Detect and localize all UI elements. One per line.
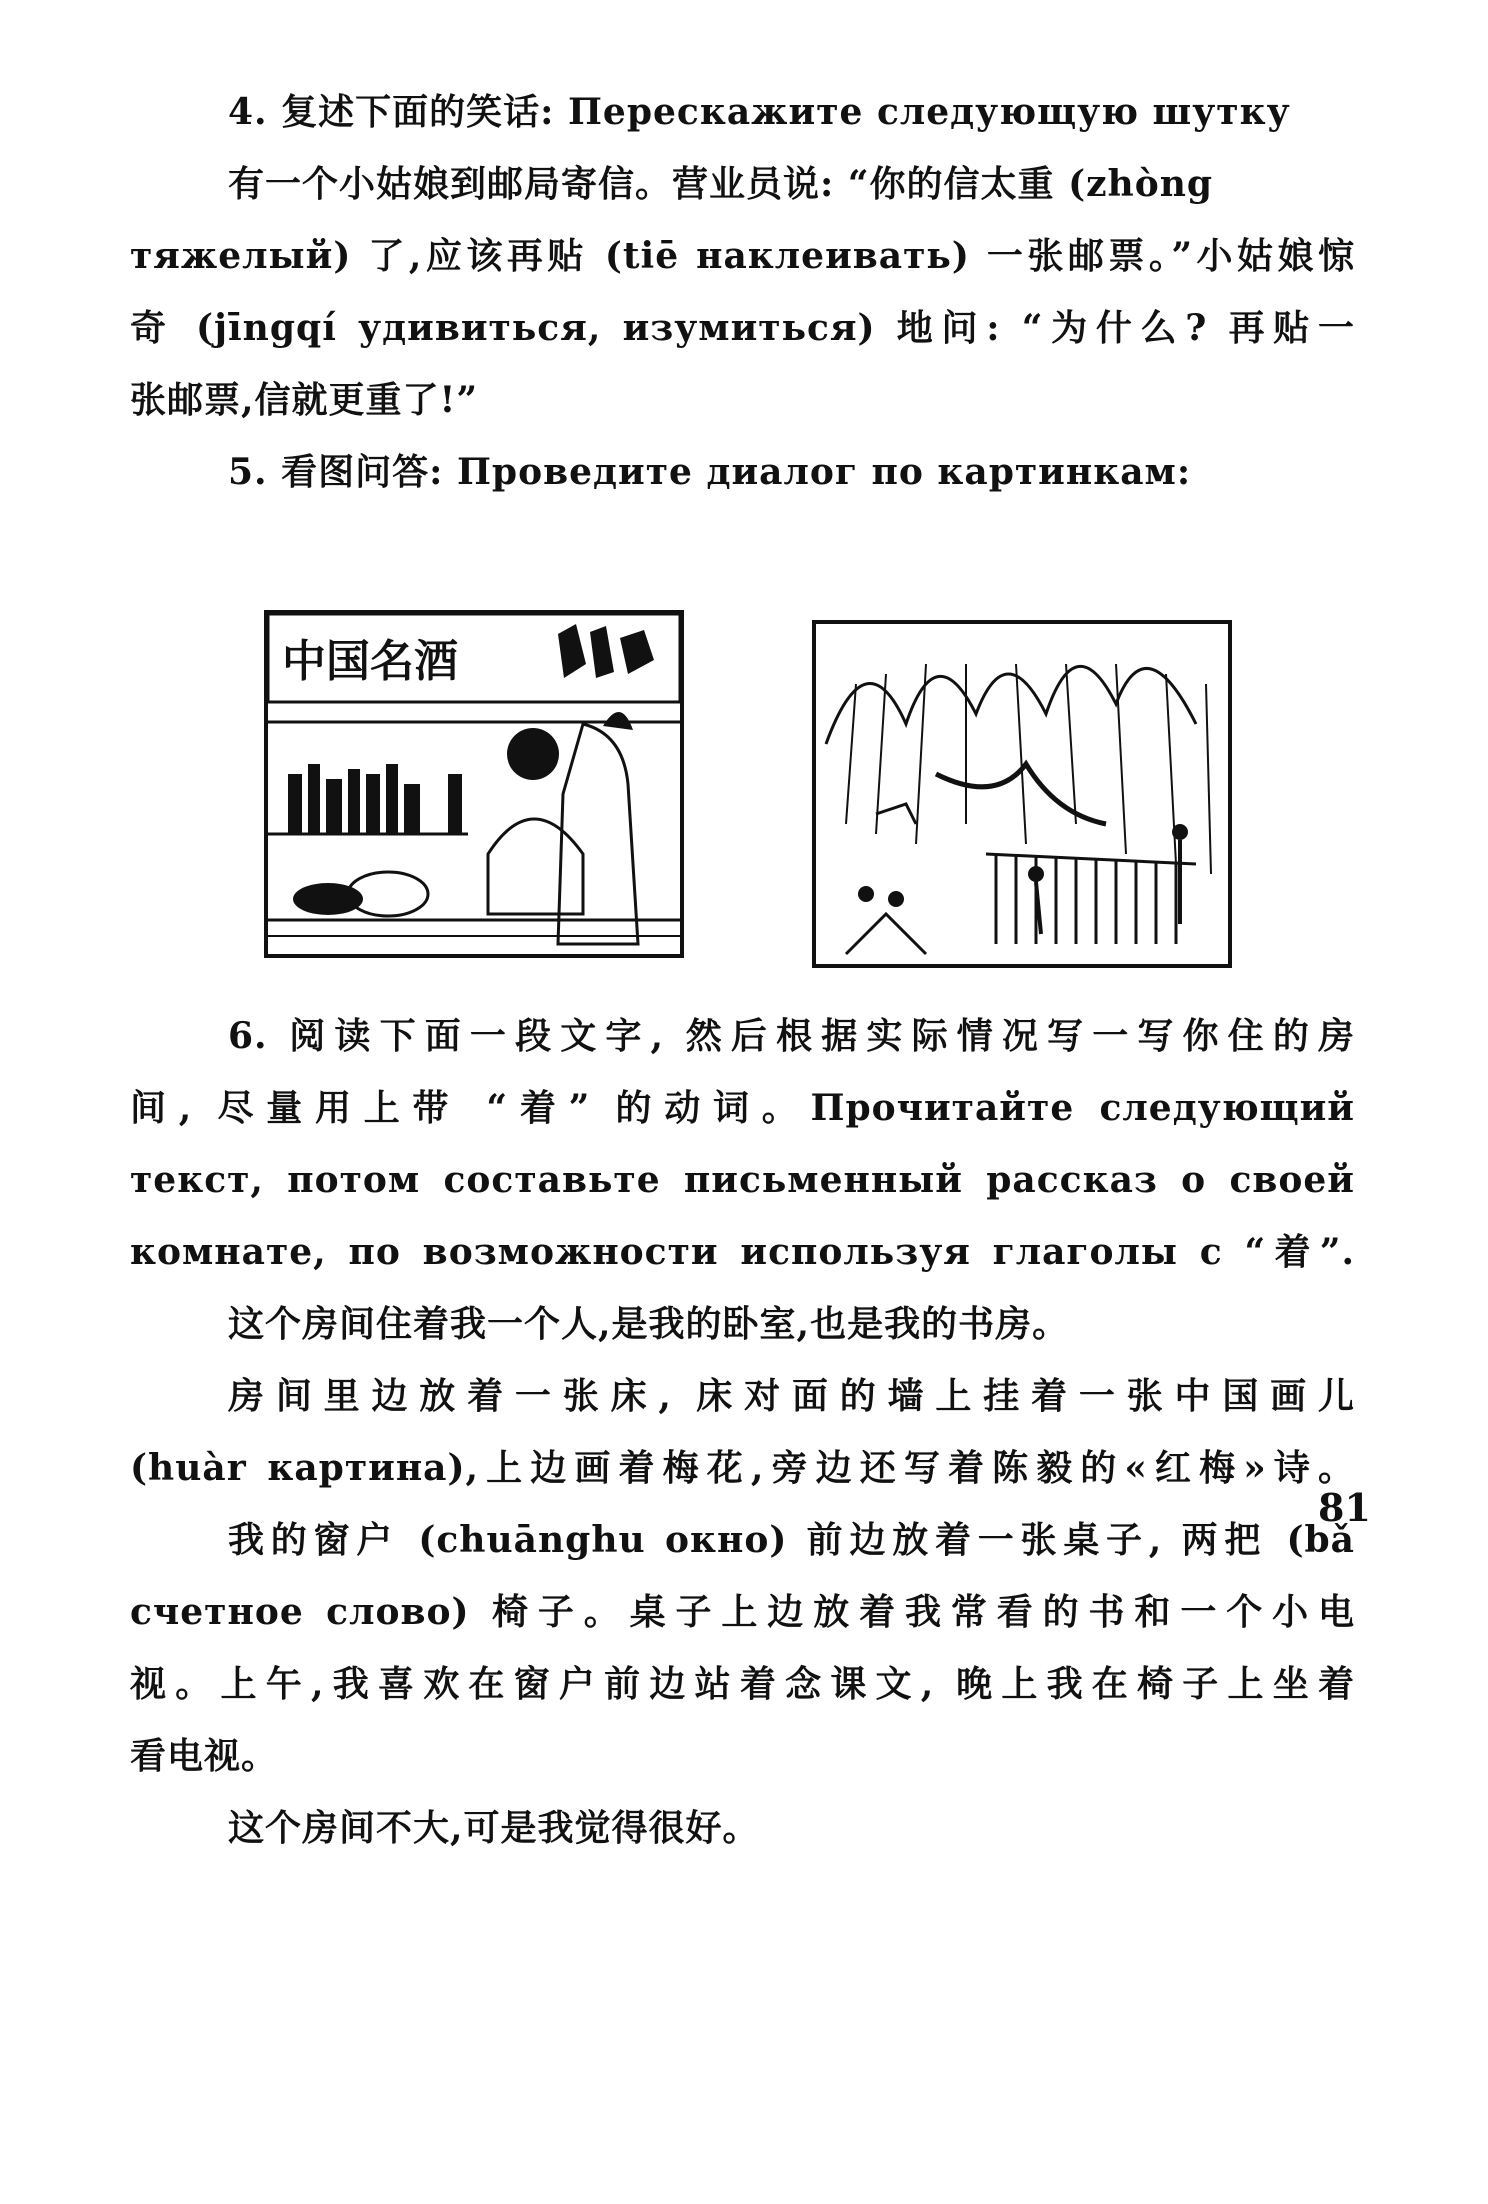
exercise-4-heading: 4. 复述下面的笑话: Перескажите следующую шутку [228,91,1291,133]
reading-text-line: (huàr картина),上边画着梅花,旁边还写着陈毅的«红梅»诗。 [130,1447,1355,1489]
shop-sign-text: 中国名酒 [282,636,458,687]
reading-text-line: 我的窗户 (chuānghu окно) 前边放着一张桌子, 两把 (bǎ [228,1519,1355,1561]
exercise-6-heading: 间, 尽量用上带 “着” 的动词。Прочитайте следующий [130,1087,1355,1129]
exercise-5-heading: 5. 看图问答: Проведите диалог по картинкам: [228,451,1192,493]
exercise-4-line: 张邮票,信就更重了!” [130,379,479,421]
exercise-4-line: 奇 (jīngqí удивиться, изумиться) 地问: “为什么? 再贴一 [130,307,1355,349]
reading-text-line: 这个房间不大,可是我觉得很好。 [228,1807,760,1849]
reading-text-line: 看电视。 [130,1735,279,1777]
exercise-6-heading: текст, потом составьте письменный рассказ о своей [130,1159,1355,1201]
exercise-4-line: 有一个小姑娘到邮局寄信。营业员说: “你的信太重 (zhòng [228,163,1214,205]
reading-text-line: 房间里边放着一张床, 床对面的墙上挂着一张中国画儿 [228,1375,1355,1417]
exercise-6-heading: комнате, по возможности используя глаголы с “着”. [130,1231,1355,1273]
page-number: 81 [1318,1485,1371,1530]
exercise-4-line: тяжелый) 了,应该再贴 (tiē наклеивать) 一张邮票。”小姑娘惊 [130,235,1355,277]
reading-text-line: 视。上午,我喜欢在窗户前边站着念课文, 晚上我在椅子上坐着 [130,1663,1355,1705]
exercise-6-heading: 6. 阅读下面一段文字, 然后根据实际情况写一写你住的房 [228,1015,1355,1057]
illustration-park [812,620,1232,968]
reading-text-line: счетное слово) 椅子。桌子上边放着我常看的书和一个小电 [130,1591,1355,1633]
reading-text-line: 这个房间住着我一个人,是我的卧室,也是我的书房。 [228,1303,1070,1345]
illustration-wine-shop [264,610,684,958]
